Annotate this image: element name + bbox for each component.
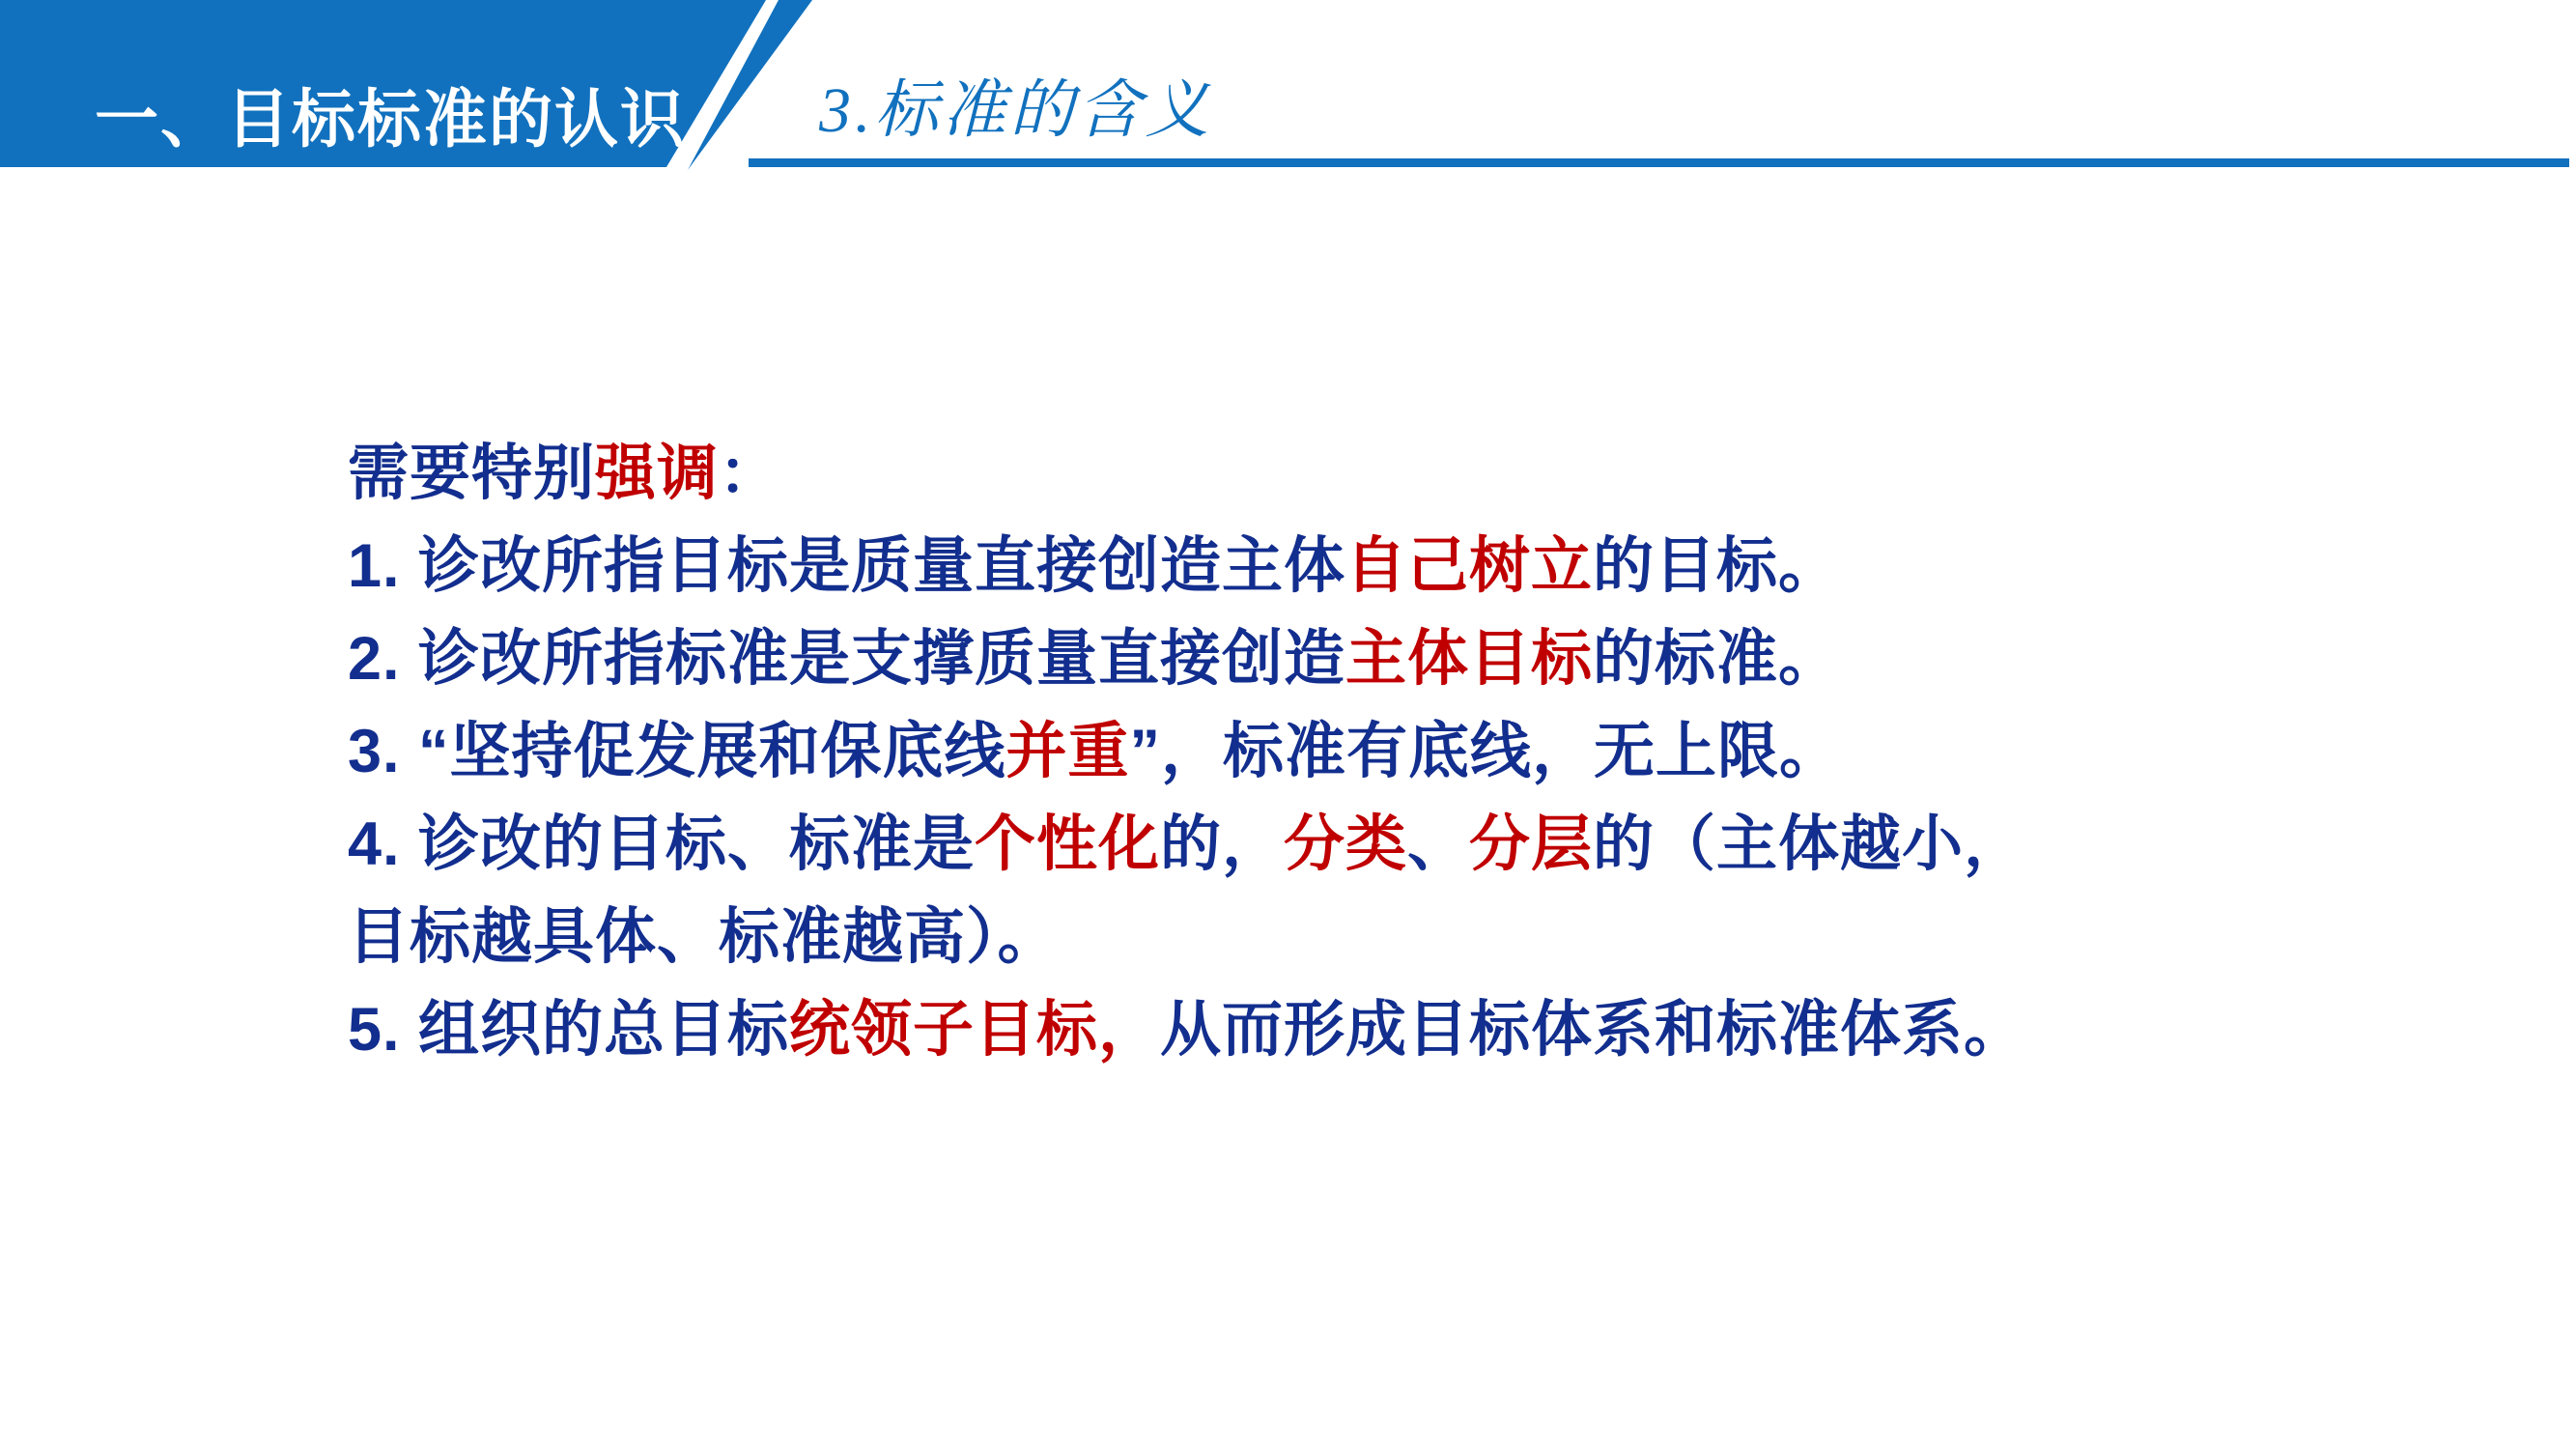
- text-segment: ”，标准有底线，无上限。: [1129, 718, 1842, 785]
- text-line-5: [348, 983, 2144, 1076]
- text-line-4: [348, 798, 2144, 891]
- text-segment: 分类: [1284, 810, 1408, 878]
- text-segment: 2. 诊改所指标准是支撑质量直接创造: [348, 625, 1346, 693]
- text-segment: 主体目标: [1345, 625, 1594, 693]
- text-segment: 分层: [1469, 810, 1594, 878]
- text-segment: 5. 组织的总目标: [348, 996, 790, 1064]
- text-segment: 个性化: [975, 810, 1161, 878]
- text-segment: 1. 诊改所指目标是质量直接创造主体: [348, 532, 1346, 600]
- text-segment: 自己树立: [1345, 532, 1594, 600]
- text-segment: 统领子目标，: [789, 996, 1161, 1064]
- text-line-4-wrap: [348, 891, 2144, 983]
- text-segment: 3. “坚持促发展和保底线: [348, 718, 1006, 785]
- text-segment: 的，: [1160, 810, 1285, 878]
- text-segment: 需要特别: [348, 440, 595, 507]
- text-line-intro: [348, 427, 2144, 520]
- text-segment: 的标准。: [1593, 625, 1841, 693]
- text-segment: 强调: [595, 440, 719, 507]
- text-segment: 的（主体越小，: [1593, 810, 2026, 878]
- text-segment: ：: [719, 440, 780, 507]
- text-line-2: [348, 612, 2144, 705]
- text-segment: 并重: [1005, 718, 1130, 785]
- text-segment: 目标越具体、标准越高）。: [348, 903, 1060, 971]
- body-text: [348, 427, 2144, 1076]
- text-line-3: [348, 705, 2144, 798]
- section-title: 一、目标标准的认识: [95, 83, 686, 155]
- text-line-1: [348, 520, 2144, 612]
- slide-subtitle: 3.标准的含义: [819, 75, 1213, 146]
- header-underline: [749, 158, 2569, 167]
- text-segment: 从而形成目标体系和标准体系。: [1160, 996, 2026, 1064]
- text-segment: 4. 诊改的目标、标准是: [348, 810, 976, 878]
- text-segment: 的目标。: [1593, 532, 1841, 600]
- text-segment: 、: [1407, 810, 1470, 878]
